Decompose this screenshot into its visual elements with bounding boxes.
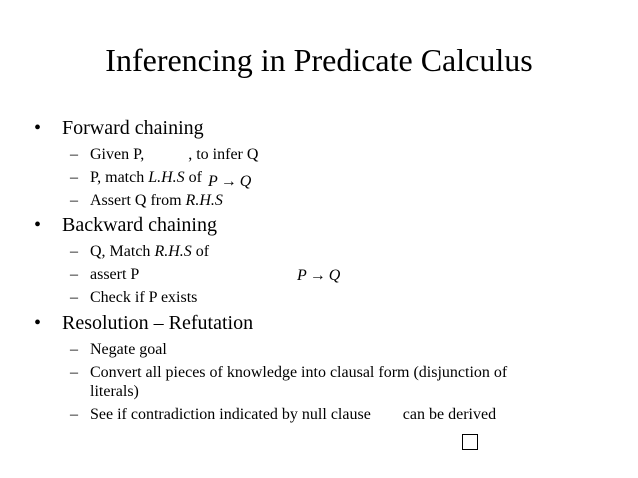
implication-formula-backward	[297, 266, 340, 285]
implication-formula-forward	[208, 172, 251, 191]
sub-text-cont: , to infer Q	[188, 146, 259, 163]
bullet-resolution-refutation	[34, 311, 253, 335]
dash: –	[70, 289, 78, 306]
bullet-label: Forward chaining	[62, 117, 204, 139]
sub-item	[70, 265, 139, 284]
formula-q: Q	[239, 173, 252, 190]
sub-text-cont: of	[184, 169, 202, 186]
sub-italic: R.H.S	[185, 192, 223, 209]
dash: –	[70, 243, 78, 260]
formula-p: P	[208, 173, 218, 190]
sub-text-cont: can be derived	[402, 406, 497, 423]
dash: –	[70, 341, 78, 358]
bullet-forward-chaining	[34, 116, 204, 140]
sub-item	[70, 405, 496, 424]
sub-item	[70, 242, 209, 261]
sub-text: assert P	[90, 266, 140, 283]
sub-text: P, match	[90, 169, 149, 186]
sub-text: Given P,	[90, 146, 149, 163]
sub-item	[70, 288, 197, 307]
bullet-dot: •	[34, 117, 42, 139]
dash: –	[70, 146, 78, 163]
bullet-label: Backward chaining	[62, 214, 217, 236]
sub-italic: R.H.S	[154, 243, 192, 260]
sub-text-cont: of	[191, 243, 210, 260]
sub-item	[70, 340, 167, 359]
bullet-dot: •	[34, 312, 42, 334]
sub-text: Negate goal	[90, 341, 167, 358]
sub-italic: L.H.S	[148, 169, 185, 186]
implies-arrow: →	[309, 267, 326, 284]
sub-text: Convert all pieces of knowledge into clausal form (disjunction of literals)	[90, 364, 508, 400]
sub-text: See if contradiction indicated by null clause	[90, 406, 371, 423]
dash: –	[70, 266, 78, 283]
sub-text: Check if P exists	[90, 289, 198, 306]
dash: –	[70, 192, 78, 209]
sub-text: Assert Q from	[90, 192, 186, 209]
bullet-label: Resolution – Refutation	[62, 312, 254, 334]
sub-item	[70, 191, 223, 210]
sub-text: Q, Match	[90, 243, 155, 260]
sub-item	[70, 168, 202, 187]
slide-title: Inferencing in Predicate Calculus	[105, 42, 533, 78]
formula-q: Q	[328, 267, 341, 284]
dash: –	[70, 406, 78, 423]
bullet-backward-chaining	[34, 213, 217, 237]
implies-arrow: →	[220, 173, 237, 190]
sub-item	[70, 363, 560, 401]
dash: –	[70, 169, 78, 186]
dash: –	[70, 364, 78, 381]
bullet-dot: •	[34, 214, 42, 236]
sub-item	[70, 145, 258, 164]
null-clause-box-icon	[462, 434, 478, 450]
formula-p: P	[297, 267, 307, 284]
